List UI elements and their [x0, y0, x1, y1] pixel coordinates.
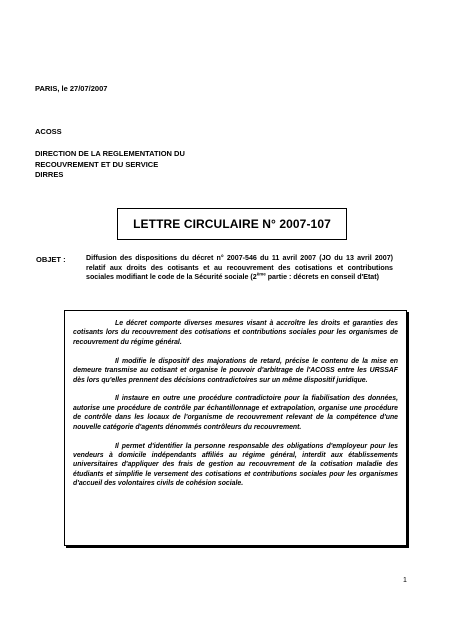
department-line: DIRECTION DE LA REGLEMENTATION DU	[35, 149, 185, 158]
objet-text-main: Diffusion des dispositions du décret n° 2007-546 du 11 avril 2007 (JO du 13 avril 2007) relatif aux droits des cotisants et au recouvrement des cotisations et contributions sociales modifiant le code de la Sécurité sociale (2	[86, 254, 393, 282]
date-line: PARIS, le 27/07/2007	[35, 84, 108, 93]
page-number: 1	[403, 577, 407, 584]
organization-name: ACOSS	[35, 127, 62, 136]
summary-paragraph: Le décret comporte diverses mesures visant à accroître les droits et garanties des cotisants lors du recouvrement des cotisations et contributions sociales pour les organismes de recouvrement du régime général.	[73, 320, 398, 346]
department-line: DIRRES	[35, 170, 64, 179]
objet-text	[86, 254, 393, 283]
title-box	[117, 208, 347, 240]
department-line: RECOUVREMENT ET DU SERVICE	[35, 159, 159, 169]
summary-paragraph: Il permet d'identifier la personne responsable des obligations d'employeur pour les vendeurs à domicile indépendants affiliés au régime général, interdit aux établissements universitaires d'appliquer des frais de gestion au recouvrement de la cotisation maladie des étudiants et simplifie le versement des cotisations et contributions sociales pour les organismes d'accueil des volontaires civils de cohésion sociale.	[73, 442, 398, 488]
department-block	[35, 149, 185, 181]
summary-paragraph: Il instaure en outre une procédure contradictoire pour la fiabilisation des données, autorise une procédure de contrôle par échantillonnage et extrapolation, organise une procédure de contrôle dans les locaux de l'organisme de recouvrement relevant de la compétence d'une nouvelle catégorie d'agents dénommés contrôleurs du recouvrement.	[73, 395, 398, 431]
summary-box	[64, 310, 407, 546]
objet-text-end: partie : décrets en conseil d'Etat)	[265, 273, 379, 282]
objet-label: OBJET :	[36, 255, 66, 264]
objet-superscript: ème	[256, 272, 266, 278]
summary-paragraph: Il modifie le dispositif des majorations de retard, précise le contenu de la mise en demeure transmise au cotisant et organise le pouvoir d'arbitrage de l'ACOSS entre les URSSAF dès lors qu'elles prennent des décisions contradictoires sur un même dispositif juridique.	[73, 357, 398, 384]
document-title: LETTRE CIRCULAIRE N° 2007-107	[133, 217, 331, 231]
